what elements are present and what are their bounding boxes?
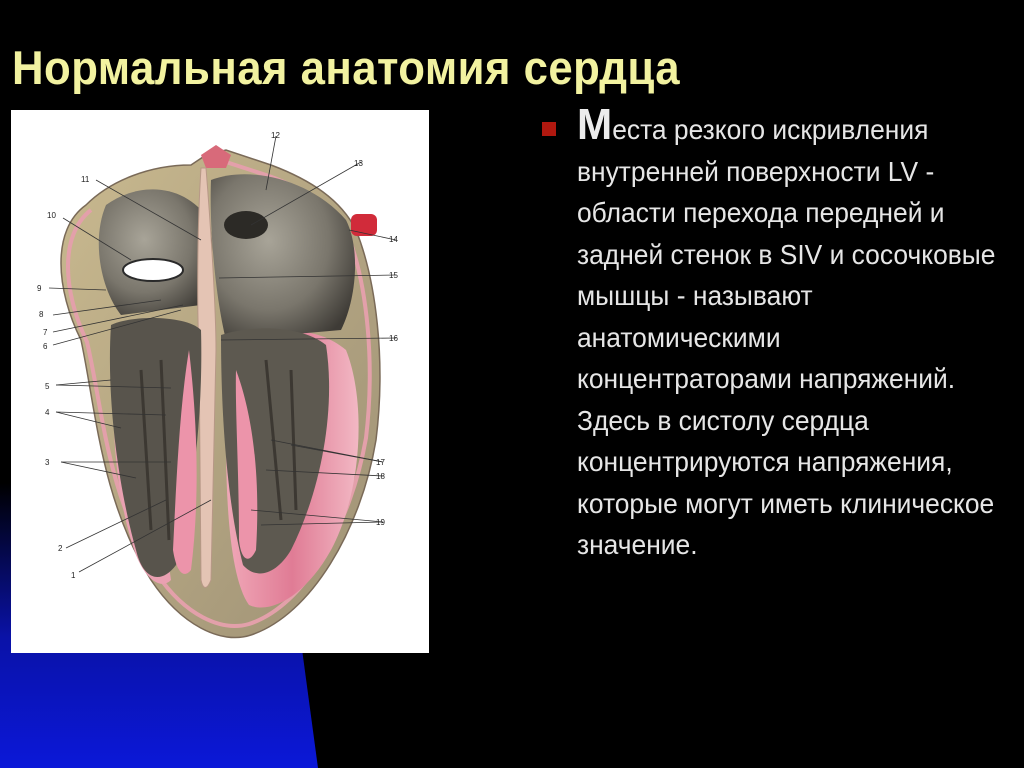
figure-label-19: 19 — [376, 518, 385, 527]
heart-anatomy-figure — [11, 110, 429, 653]
figure-label-15: 15 — [389, 271, 398, 280]
figure-label-9: 9 — [37, 284, 42, 293]
figure-label-6: 6 — [43, 342, 48, 351]
bullet-text — [577, 100, 999, 566]
bullet-marker — [542, 122, 556, 136]
figure-label-12: 12 — [271, 131, 280, 140]
bullet-body-text: еста резкого искривления внутренней поверхности LV - области перехода передней и задней стенок в SIV и сосочковые мышцы - называют анатомическими концентраторами напряжений. Здесь в систолу сердца концентрируются напряжения, которые могут иметь клиническое значение. — [577, 114, 996, 560]
figure-label-17: 17 — [376, 458, 385, 467]
figure-label-16: 16 — [389, 334, 398, 343]
figure-label-10: 10 — [47, 211, 56, 220]
figure-label-2: 2 — [58, 544, 63, 553]
heart-section-illustration — [11, 110, 429, 653]
figure-label-4: 4 — [45, 408, 50, 417]
figure-label-5: 5 — [45, 382, 50, 391]
figure-label-13: 13 — [354, 159, 363, 168]
figure-label-18: 18 — [376, 472, 385, 481]
figure-label-14: 14 — [389, 235, 398, 244]
figure-label-1: 1 — [71, 571, 76, 580]
figure-label-3: 3 — [45, 458, 50, 467]
figure-label-8: 8 — [39, 310, 44, 319]
bullet-initial-letter: М — [577, 100, 613, 149]
figure-label-11: 11 — [81, 175, 90, 184]
slide-title: Нормальная анатомия сердца — [12, 41, 681, 94]
figure-label-7: 7 — [43, 328, 48, 337]
